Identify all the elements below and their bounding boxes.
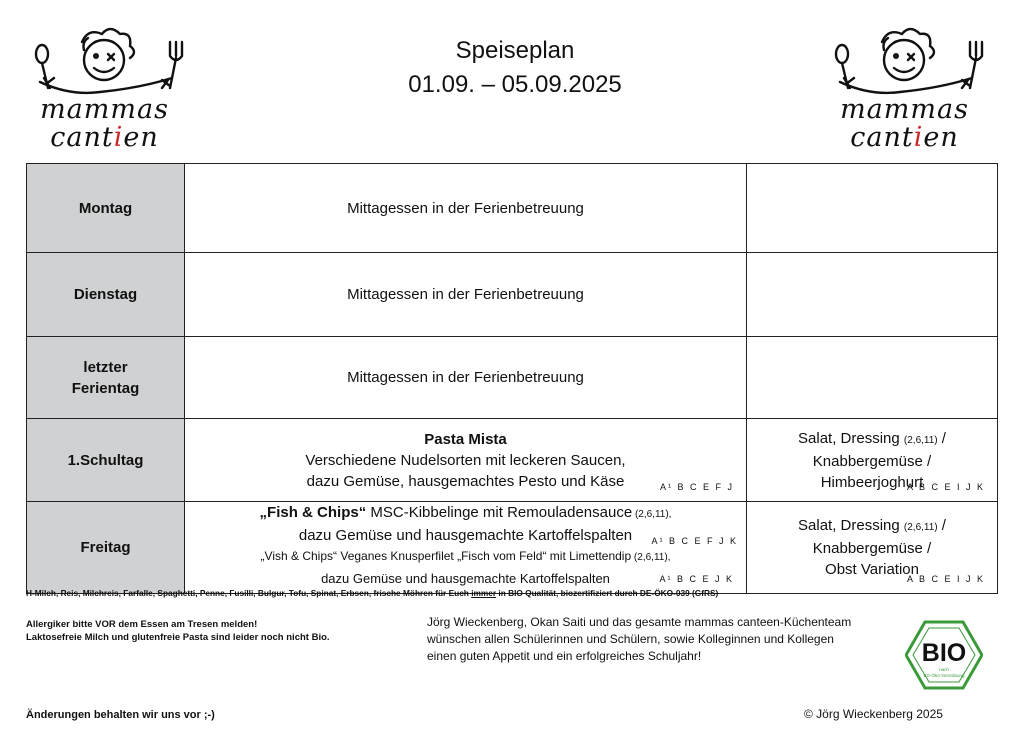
meal-description: Verschiedene Nudelsorten mit leckeren Saucen,	[305, 451, 626, 469]
logo-word-canteen: cantien	[850, 122, 959, 153]
meal-description: dazu Gemüse, hausgemachtes Pesto und Käse	[306, 472, 625, 490]
vegan-option: „Vish & Chips“ Veganes Knusperfilet „Fisch vom Feld“ mit Limettendip (2,6,11),	[260, 549, 671, 563]
side-cell	[747, 502, 998, 594]
allergen-codes: A B C E I J K	[906, 482, 985, 492]
mammas-canteen-logo-left	[22, 24, 187, 154]
copyright: © Jörg Wieckenberg 2025	[804, 707, 943, 721]
side-line: Himbeerjoghurt	[820, 473, 924, 491]
allergen-codes: A¹ B C E F J K	[651, 536, 738, 546]
day-cell: Freitag	[27, 502, 185, 594]
meal-description: dazu Gemüse und hausgemachte Kartoffelspalten	[298, 527, 633, 544]
date-range: 01.09. – 05.09.2025	[408, 71, 622, 98]
bio-seal-sub: EG-Öko-Verordnung	[923, 673, 965, 678]
side-line: Salat, Dressing (2,6,11) /	[798, 429, 946, 447]
meal-title: Pasta Mista	[424, 430, 507, 448]
side-cell	[747, 253, 998, 337]
allergen-codes: A¹ B C E F J	[659, 482, 734, 492]
day-cell	[27, 337, 185, 419]
bio-seal-icon	[905, 620, 983, 690]
bio-ingredients-note: H-Milch, Reis, Milchreis, Farfalle, Spaghetti, Penne, Fusilli, Bulgur, Tofu, Spinat, Erbsen, frische Möhren für Euch immer in BIO Qualität, biozertifiziert durch DE-ÖKO-039 (GfRS)	[26, 588, 719, 598]
allergy-note	[26, 618, 330, 644]
logo-word-canteen: cantien	[50, 122, 159, 153]
meal-cell: Mittagessen in der Ferienbetreuung	[185, 253, 747, 337]
table-row	[27, 337, 998, 419]
logo-word-mammas: mammas	[40, 94, 169, 125]
changes-note: Änderungen behalten wir uns vor ;-)	[26, 709, 215, 721]
meal-title: „Fish & Chips“	[259, 504, 367, 521]
meal-cell: Mittagessen in der Ferienbetreuung	[185, 337, 747, 419]
side-line: Knabbergemüse /	[812, 452, 932, 470]
team-line: wünschen allen Schülerinnen und Schülern, sowie Kolleginnen und Kollegen	[427, 632, 834, 646]
meal-cell: Mittagessen in der Ferienbetreuung	[185, 164, 747, 253]
title-text: Speiseplan	[455, 37, 575, 64]
side-cell	[747, 419, 998, 502]
lactose-line: Laktosefreie Milch und glutenfreie Pasta sind leider noch nicht Bio.	[26, 632, 330, 643]
mammas-canteen-logo-right	[822, 24, 987, 154]
table-row	[27, 419, 998, 502]
allergen-codes: A B C E I J K	[906, 574, 985, 584]
side-cell	[747, 337, 998, 419]
side-line: Obst Variation	[825, 561, 919, 578]
side-line: Salat, Dressing (2,6,11) /	[798, 517, 946, 534]
meal-cell	[185, 502, 747, 594]
meal-line: „Fish & Chips“ MSC-Kibbelinge mit Remouladensauce (2,6,11),	[259, 504, 672, 521]
table-row	[27, 253, 998, 337]
team-greeting	[427, 614, 851, 665]
meal-description: dazu Gemüse und hausgemachte Kartoffelspalten	[321, 571, 610, 586]
logo-word-mammas: mammas	[840, 94, 969, 125]
day-cell: 1.Schultag	[27, 419, 185, 502]
page-title	[300, 34, 730, 102]
menu-table	[26, 163, 998, 594]
team-line: einen guten Appetit und ein erfolgreiches Schuljahr!	[427, 649, 702, 663]
team-line: Jörg Wieckenberg, Okan Saiti und das gesamte mammas canteen-Küchenteam	[427, 615, 852, 629]
day-cell: Dienstag	[27, 253, 185, 337]
allergen-codes: A¹ B C E J K	[659, 574, 734, 584]
meal-cell	[185, 419, 747, 502]
bio-seal-sub: nach	[939, 667, 949, 672]
day-label: letzter Ferientag	[71, 358, 140, 397]
side-cell	[747, 164, 998, 253]
bio-seal-text: BIO	[921, 639, 967, 667]
allergy-line: Allergiker bitte VOR dem Essen am Tresen melden!	[26, 619, 258, 630]
table-row	[27, 502, 998, 594]
side-line: Knabbergemüse /	[812, 540, 932, 557]
day-cell: Montag	[27, 164, 185, 253]
table-row	[27, 164, 998, 253]
